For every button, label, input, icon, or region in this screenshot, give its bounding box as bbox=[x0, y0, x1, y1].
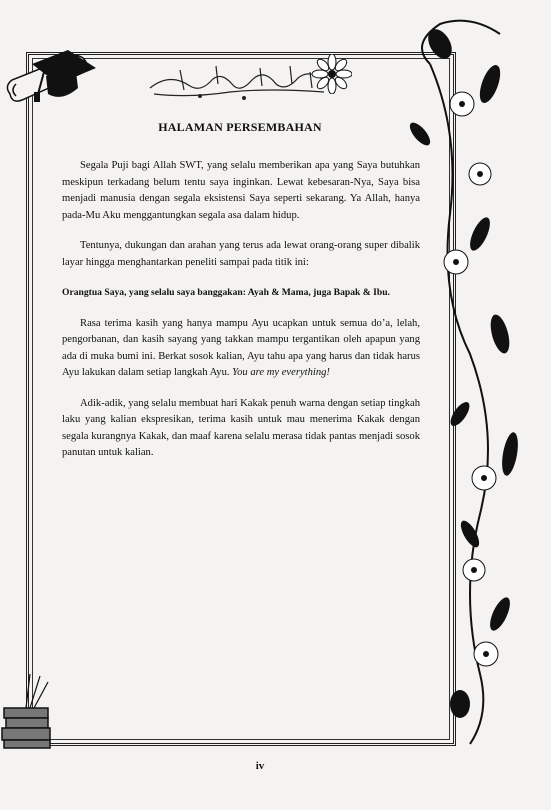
daisy-flower-icon bbox=[312, 54, 352, 94]
paragraph-5: Adik-adik, yang selalu membuat hari Kakak penuh warna dengan setiap tingkah laku yang kalian ekspresikan, terima kasih untuk mau menerima Kakak dengan segala kurangnya Kakak, dan maaf karena selalu merasa tidak pantas menjadi sosok panutan untuk kalian. bbox=[62, 397, 420, 458]
paragraph-1: Segala Puji bagi Allah SWT, yang selalu memberikan apa yang Saya butuhkan meskipun terkadang belum tentu saya inginkan. Lewat kebesaran-Nya, Saya bisa menjadi manusia dengan segala eksistensi Saya seperti sekarang. Ya Allah, hanya pada-Mu Aku menggantungkan segala asa dalam hidup. bbox=[62, 160, 420, 221]
page-number: iv bbox=[255, 760, 265, 772]
paragraph-parents: Orangtua Saya, yang selalu saya banggakan: Ayah & Mama, juga Bapak & Ibu. bbox=[62, 287, 390, 298]
graduation-cap-icon bbox=[2, 36, 102, 116]
paragraph-2: Tentunya, dukungan dan arahan yang terus ada lewat orang-orang super dibalik layar hingga menghantarkan peneliti sampai pada titik ini: bbox=[62, 240, 420, 268]
dedication-body bbox=[62, 158, 420, 476]
paragraph-4-italic: You are my everything! bbox=[232, 367, 330, 378]
stacked-books-icon bbox=[0, 672, 60, 752]
paragraph-4 bbox=[62, 316, 420, 382]
page-title: HALAMAN PERSEMBAHAN bbox=[158, 120, 322, 134]
paragraph-4-text: Rasa terima kasih yang hanya mampu Ayu ucapkan untuk semua do’a, lelah, pengorbanan, dan kasih sayang yang takkan mampu tergantikan oleh apapun yang ada di muka bumi ini. Berkat sosok kalian, Ayu tahu apa yang harus dan tidak harus Ayu lakukan dalam setiap langkah Ayu. bbox=[62, 317, 420, 378]
bismillah-calligraphy bbox=[140, 62, 340, 102]
